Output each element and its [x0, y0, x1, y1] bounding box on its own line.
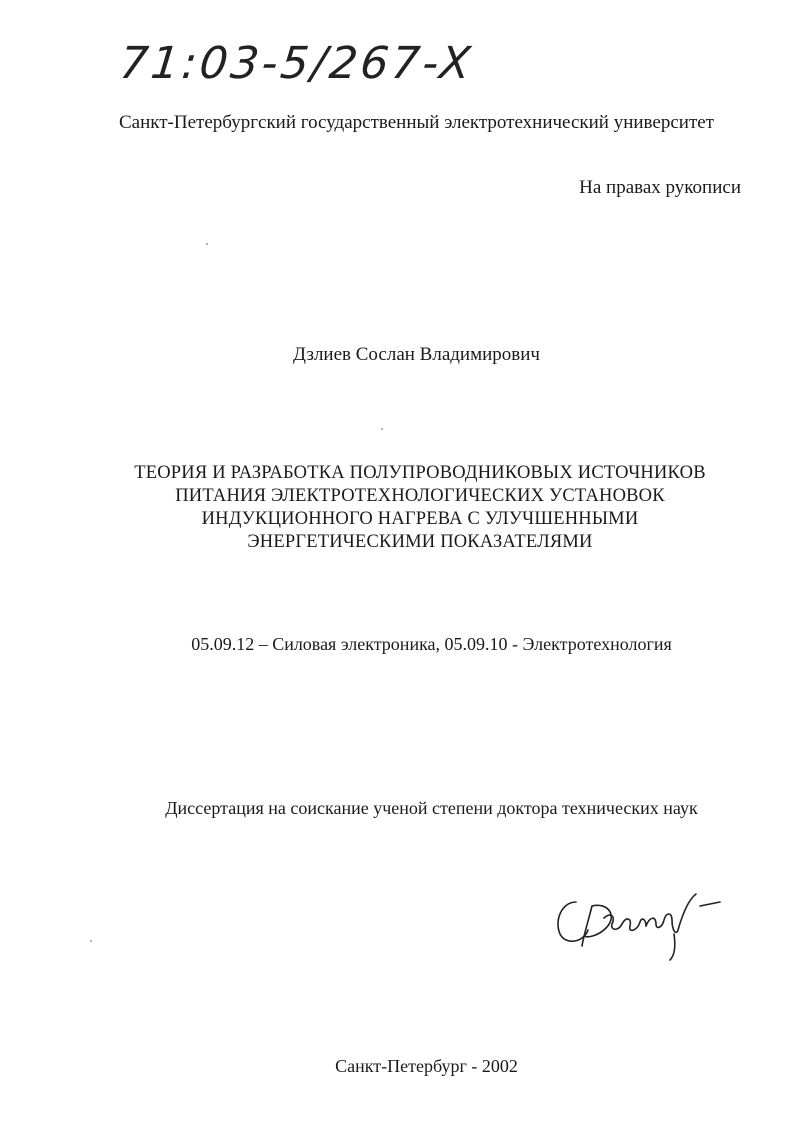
dissertation-type: Диссертация на соискание ученой степени доктора технических наук — [165, 798, 698, 818]
title-line: ТЕОРИЯ И РАЗРАБОТКА ПОЛУПРОВОДНИКОВЫХ ИСТОЧНИКОВ — [134, 463, 706, 483]
university-name: Санкт-Петербургский государственный электротехнический университет — [119, 112, 714, 133]
author-signature — [548, 872, 728, 962]
scan-speck — [206, 243, 208, 245]
handwritten-call-number: 71:03-5/267-X — [117, 38, 476, 89]
dissertation-title — [120, 462, 720, 554]
rights-notice: На правах рукописи — [579, 177, 741, 198]
specialty-codes: 05.09.12 – Силовая электроника, 05.09.10 - Электротехнология — [191, 634, 672, 654]
scan-speck — [90, 940, 92, 942]
title-line: ПИТАНИЯ ЭЛЕКТРОТЕХНОЛОГИЧЕСКИХ УСТАНОВОК — [175, 486, 665, 506]
title-line: ИНДУКЦИОННОГО НАГРЕВА С УЛУЧШЕННЫМИ — [201, 509, 639, 529]
scan-speck — [381, 428, 383, 430]
city-year: Санкт-Петербург - 2002 — [335, 1056, 518, 1076]
title-line: ЭНЕРГЕТИЧЕСКИМИ ПОКАЗАТЕЛЯМИ — [247, 532, 593, 552]
author-name: Дзлиев Сослан Владимирович — [293, 344, 540, 365]
